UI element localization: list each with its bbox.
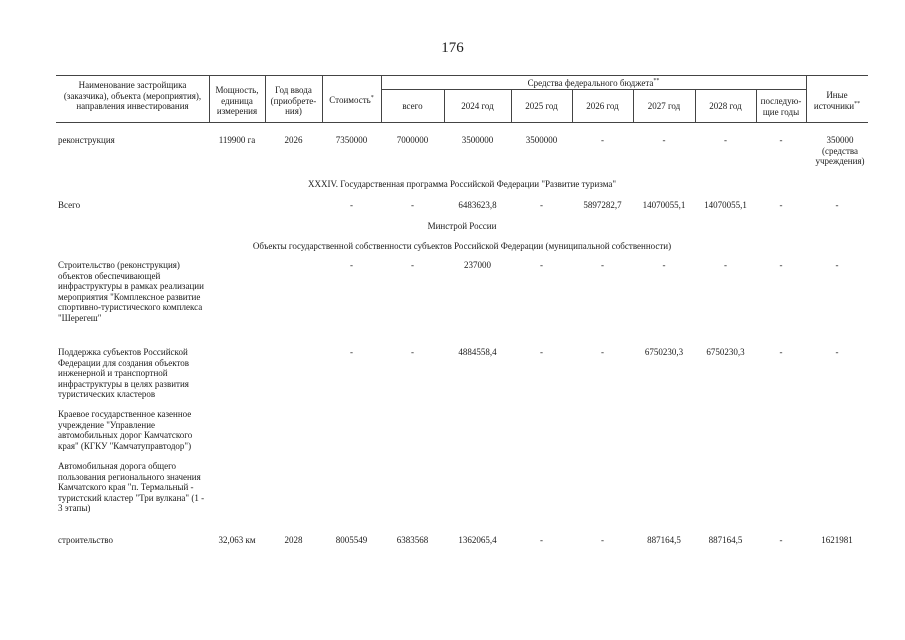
header-later: последую-щие годы [760,96,802,117]
objects-title: Объекты государственной собственности субъектов Российской Федерации (муниципальной собственности) [252,241,672,251]
row-other: 1621981 [821,535,853,545]
row-2026: - [601,347,604,357]
row-other: - [835,347,839,357]
row-2028: - [724,135,727,145]
row-2025: - [540,200,543,210]
header-total: всего [402,101,423,111]
row-2024: 1362065,4 [458,535,497,545]
row-cost: - [350,200,353,210]
row-2027: 6750230,3 [644,347,684,357]
header-2026: 2026 год [586,101,619,111]
row-other: 350000 (средства учреждения) [815,135,865,166]
header-2025: 2025 год [525,101,558,111]
row-other: - [835,200,839,210]
row-cost: 8005549 [335,535,368,545]
row-total: - [411,260,414,270]
row-name: реконструкция [58,135,115,145]
header-cost-mark: * [370,95,374,101]
row-later: - [779,260,783,270]
header-capacity: Мощность, единица измерения [215,85,259,116]
row-later: - [779,535,783,545]
row-2028: 6750230,3 [706,347,745,357]
row-other: - [835,260,839,270]
header-cost-label: Стоимость [329,95,371,105]
row-total: 6383568 [396,535,429,545]
row-name: Краевое государственное казенное учреждение "Управление автомобильных дорог Камчатского края" (КГКУ "Камчатуправтодор") [58,409,193,451]
page-number: 176 [441,40,464,56]
row-total: 7000000 [396,135,429,145]
row-year: 2028 [284,535,303,545]
header-federal-mark: ** [653,78,660,84]
row-2027: - [662,135,666,145]
row-total: - [411,347,414,357]
header-top-border [56,75,868,76]
row-capacity: 119900 га [218,135,256,145]
row-2027: - [662,260,666,270]
program-title: XXXIV. Государственная программа Российской Федерации "Развитие туризма" [307,179,617,189]
row-2027: 887164,5 [647,535,681,545]
row-later: - [779,347,783,357]
row-2025: - [540,347,543,357]
row-2028: 887164,5 [708,535,743,545]
row-2024: 237000 [464,260,491,270]
row-2026: - [601,535,604,545]
row-cost: - [350,260,353,270]
header-other-label: Иные источники [813,90,855,111]
row-name: Поддержка субъектов Российской Федерации для создания объектов инженерной и транспортной инфраструктуры в целях развития туристических кластеров [58,347,190,399]
row-later: - [779,200,783,210]
row-total: - [411,200,414,210]
row-cost: - [350,347,353,357]
row-2026: - [601,260,604,270]
row-2026: - [601,135,604,145]
row-2028: 14070055,1 [704,200,747,210]
header-2027: 2027 год [647,101,681,111]
ministry-title: Минстрой России [427,221,497,231]
row-2026: 5897282,7 [583,200,622,210]
header-2024: 2024 год [461,101,494,111]
row-2028: - [724,260,727,270]
header-federal-label: Средства федерального бюджета [527,78,654,88]
row-2025: 3500000 [525,135,558,145]
row-2027: 14070055,1 [642,200,686,210]
row-year: 2026 [284,135,303,145]
row-name: Автомобильная дорога общего пользования регионального значения Камчатского края "п. Термальный - туристский кластер "Три вулкана" (1 - 3 этапы) [58,461,205,513]
header-name: Наименование застройщика (заказчика), объекта (мероприятия), направления инвестирования [63,80,202,111]
header-federal [382,78,805,89]
header-other [807,90,867,111]
row-2024: 6483623,8 [458,200,497,210]
row-2024: 3500000 [461,135,494,145]
row-later: - [779,135,783,145]
row-2025: - [540,260,543,270]
header-2028: 2028 год [709,101,742,111]
header-bottom-border [56,122,868,123]
header-cost [323,95,380,106]
row-capacity: 32,063 км [218,535,256,545]
header-year: Год ввода (приобрете-ния) [270,85,317,116]
row-cost: 7350000 [335,135,368,145]
header-other-mark: ** [854,100,861,107]
row-2025: - [540,535,543,545]
row-name: Строительство (реконструкция) объектов обеспечивающей инфраструктуры в рамках реализации мероприятия "Комплексное развитие спортивно-туристического комплекса "Шерегеш" [58,260,204,323]
row-name: Всего [58,200,81,210]
row-name: строительство [58,535,113,545]
row-2024: 4884558,4 [458,347,497,357]
